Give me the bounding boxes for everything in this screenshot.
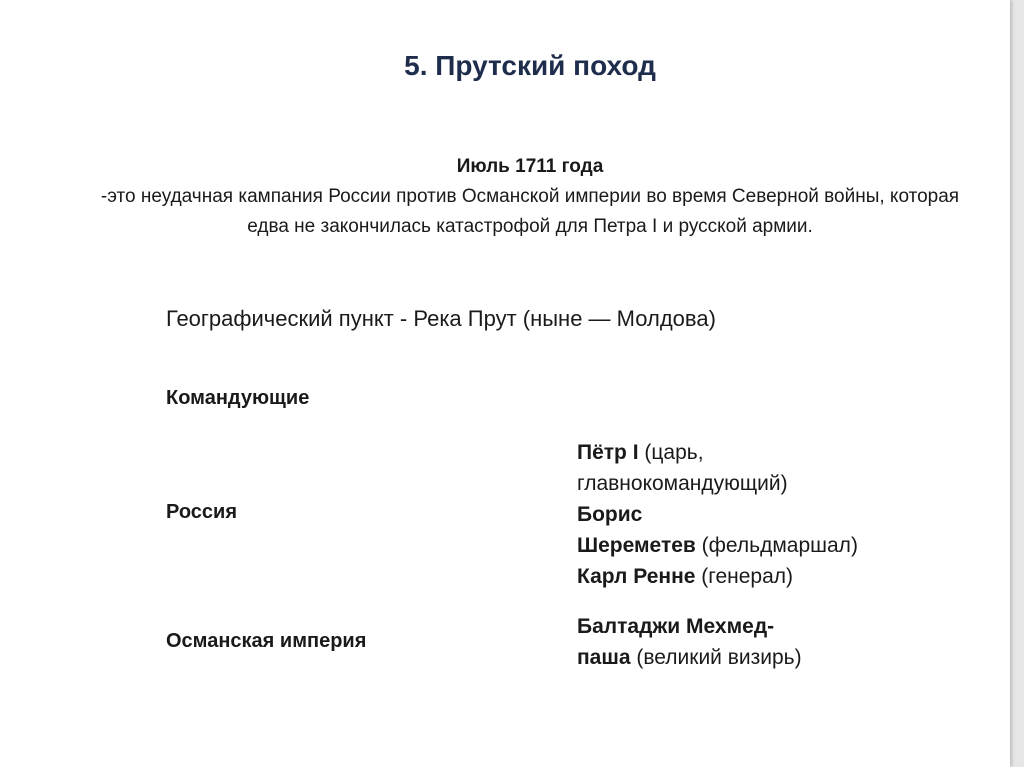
intro-text: -это неудачная кампания России против Османской империи во время Северной войны, которая едва не закончилась катастрофой для Петра I и русской армии. — [100, 186, 960, 237]
commander-line: главнокомандующий) — [577, 472, 788, 495]
russia-commanders — [577, 437, 858, 592]
commander-line: Пётр I (царь, — [577, 441, 704, 464]
commander-line: Карл Ренне (генерал) — [577, 565, 794, 588]
commanders-heading: Командующие — [166, 387, 310, 409]
commander-line: Борис — [577, 503, 643, 526]
commander-line: паша (великий визирь) — [577, 646, 802, 669]
ottoman-commanders — [577, 611, 802, 673]
commander-line: Балтаджи Мехмед- — [577, 615, 775, 638]
commander-line: Шереметев (фельдмаршал) — [577, 534, 858, 557]
intro-paragraph — [100, 152, 960, 242]
geographic-point: Географический пункт - Река Прут (ныне — Молдова) — [166, 306, 716, 331]
intro-date: Июль 1711 года — [456, 156, 604, 177]
slide-title: 5. Прутский поход — [404, 50, 656, 81]
ottoman-label: Османская империя — [166, 630, 367, 652]
russia-label: Россия — [166, 501, 238, 523]
